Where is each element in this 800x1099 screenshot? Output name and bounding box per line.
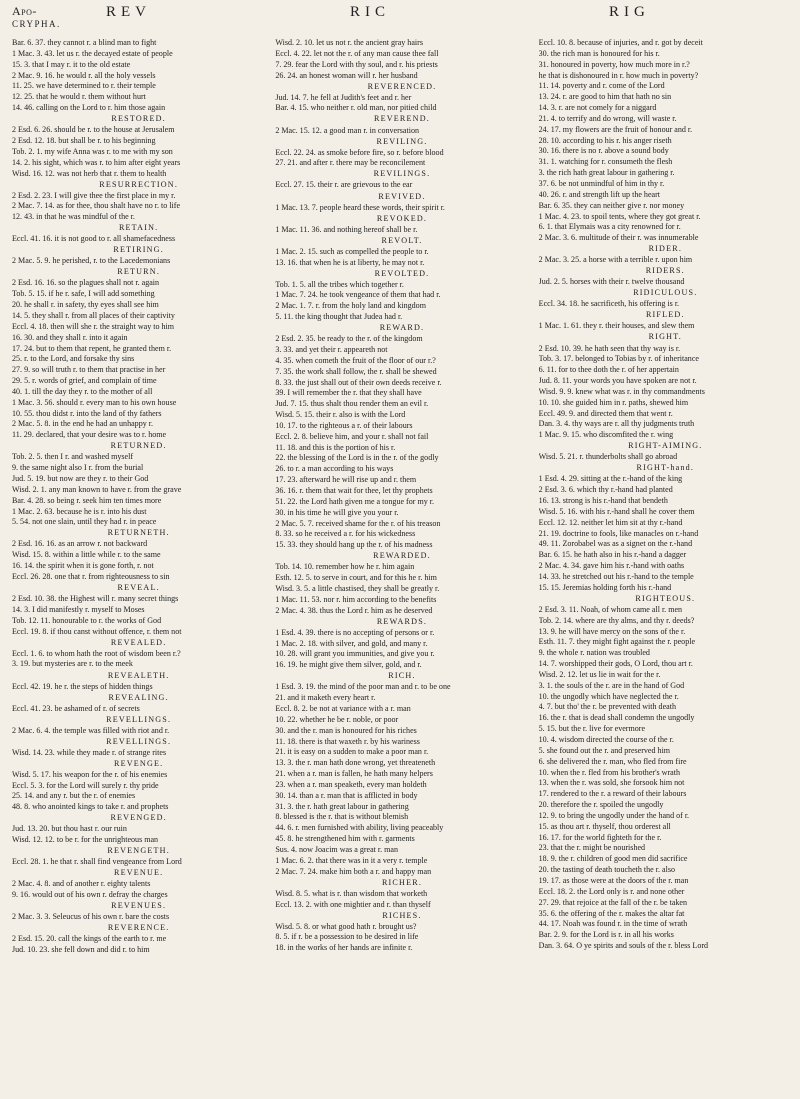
- concordance-line: 5. 15. but the r. live for evermore: [538, 724, 646, 734]
- concordance-line: 16. the r. that is dead shall condemn the ungodly: [538, 713, 695, 723]
- headword: REWARDED.: [373, 551, 431, 561]
- headword: RETIRING.: [113, 245, 164, 255]
- concordance-line: Tob. 1. 5. all the tribes which together r.: [275, 279, 404, 289]
- concordance-line: Jud. 7. 15. thus shalt thou render them an evil r.: [275, 399, 429, 409]
- concordance-line: Tob. 2. 1. my wife Anna was r. to me with my son: [12, 146, 173, 156]
- section-label-top: Apo-: [12, 4, 37, 18]
- concordance-line: Eccl. 19. 8. if thou canst without offence, r. them not: [12, 626, 182, 636]
- concordance-line: Eccl. 4. 18. then will she r. the straight way to him: [12, 321, 175, 331]
- headword: RIFLED.: [645, 310, 685, 320]
- concordance-line: 20. therefore the r. spoiled the ungodly: [538, 800, 664, 810]
- page-header: [12, 4, 788, 34]
- concordance-line: 10. 4. wisdom directed the course of the r.: [538, 735, 674, 744]
- headword: RIGHT-AIMING.: [628, 441, 703, 451]
- concordance-line: 39. I will remember the r. that they shall have: [275, 388, 422, 398]
- concordance-line: 10. 55. thou didst r. into the land of thy fathers: [12, 408, 162, 418]
- concordance-line: 44. 6. r. men furnished with ability, living peaceably: [275, 823, 444, 833]
- concordance-line: 25. r. to the Lord, and forsake thy sins: [12, 354, 135, 364]
- headword: RIGHT-hand.: [636, 463, 695, 473]
- concordance-line: Jud. 13. 20. but thou hast r. our ruin: [12, 824, 127, 834]
- concordance-line: 17. 23. afterward he will rise up and r. them: [275, 475, 417, 485]
- concordance-line: 1 Mac. 3. 43. let us r. the decayed estate of people: [12, 48, 173, 58]
- concordance-line: 8. 33. the just shall out of their own deeds receive r.: [275, 377, 442, 387]
- header-guide-word-left: REV: [106, 4, 151, 20]
- headword: REVEALED.: [110, 637, 167, 647]
- concordance-line: 27. 21. and after r. there may be reconcilement: [275, 158, 426, 168]
- headword: REVERENCED.: [367, 81, 437, 91]
- headword: RICHER.: [381, 877, 423, 887]
- concordance-line: 13. 3. the r. man hath done wrong, yet threateneth: [275, 758, 436, 768]
- concordance-line: 2 Mac. 1. 7. r. from the holy land and kingdom: [275, 301, 426, 311]
- concordance-line: 14. 5. they shall r. from all places of their captivity: [12, 310, 175, 320]
- concordance-line: 7. 29. fear the Lord with thy soul, and r. his priests: [275, 59, 438, 69]
- concordance-line: 45. 8. he strengthened him with r. garments: [275, 834, 415, 844]
- concordance-line: Jud. 10. 23. she fell down and did r. to him: [12, 945, 150, 955]
- headword: REVELLINGS.: [106, 736, 172, 746]
- entry-columns: [12, 38, 792, 1097]
- headword: REVIVED.: [378, 191, 426, 201]
- concordance-line: Bar. 6. 15. he hath also in his r.-hand a dagger: [538, 550, 687, 560]
- headword: RETAIN.: [118, 223, 159, 233]
- headword: RIDICULOUS.: [633, 288, 698, 298]
- headword: RIDERS.: [645, 266, 685, 276]
- concordance-line: Eccl. 22. 24. as smoke before fire, so r. before blood: [275, 147, 444, 157]
- concordance-line: 36. 16. r. them that wait for thee, let thy prophets: [275, 485, 433, 495]
- concordance-line: 2 Mac. 3. 6. multitude of their r. was innumerable: [538, 233, 699, 243]
- concordance-line: 3. 33. and yet their r. appeareth not: [275, 345, 388, 354]
- concordance-line: 37. 6. be not unmindful of him in thy r.: [538, 178, 665, 188]
- concordance-line: Eccl. 1. 6. to whom hath the root of wisdom been r.?: [12, 648, 181, 658]
- concordance-line: Eccl. 27. 15. their r. are grievous to the ear: [275, 180, 413, 190]
- headword: REVEREND.: [373, 114, 430, 124]
- headword: REWARDS.: [376, 616, 428, 626]
- headword: REVOLT.: [381, 235, 423, 245]
- concordance-line: 27. 29. that rejoice at the fall of the r. be taken: [538, 897, 688, 907]
- concordance-line: he that is dishonoured in r. how much in poverty?: [538, 70, 699, 80]
- concordance-line: 1 Mac. 11. 36. and nothing hereof shall be r.: [275, 224, 418, 234]
- concordance-line: 2 Mac. 5. 8. in the end he had an unhappy r.: [12, 419, 154, 429]
- headword: REVILING.: [376, 136, 428, 146]
- concordance-line: 2 Mac. 6. 4. the temple was filled with riot and r.: [12, 725, 170, 735]
- concordance-line: 2 Esd. 2. 35. be ready to the r. of the kingdom: [275, 334, 423, 344]
- concordance-line: Tob. 2. 5. then I r. and washed myself: [12, 452, 134, 462]
- concordance-line: Eccl. 26. 28. one that r. from righteousness to sin: [12, 571, 170, 581]
- concordance-line: 14. 2. his sight, which was r. to him after eight years: [12, 157, 181, 167]
- concordance-line: 24. 17. my flowers are the fruit of honour and r.: [538, 124, 693, 134]
- concordance-line: 2 Esd. 15. 20. call the kings of the earth to r. me: [12, 934, 167, 944]
- concordance-line: 14. 33. he stretched out his r.-hand to the temple: [538, 571, 694, 581]
- concordance-line: 14. 46. calling on the Lord to r. him those again: [12, 103, 166, 113]
- concordance-line: 27. 9. so will truth r. to them that practise in her: [12, 365, 166, 375]
- concordance-line: 40. 26. r. and strength lift up the heart: [538, 189, 661, 199]
- concordance-line: 2 Mac. 3. 25. a horse with a terrible r. upon him: [538, 255, 693, 265]
- concordance-line: Tob. 12. 11. honourable to r. the works of God: [12, 615, 162, 625]
- headword: RIDER.: [648, 244, 683, 254]
- concordance-line: 2 Esd. 10. 38. the Highest will r. many secret things: [12, 594, 179, 604]
- concordance-line: 8. 33. so he received a r. for his wickedness: [275, 529, 416, 539]
- concordance-line: Wisd. 5. 21. r. thunderbolts shall go abroad: [538, 452, 678, 462]
- concordance-line: 15. as thou art r. thyself, thou orderest all: [538, 821, 671, 831]
- concordance-line: 1 Mac. 3. 56. should r. every man to his own house: [12, 397, 177, 407]
- concordance-line: 14. 7. worshipped their gods, O Lord, thou art r.: [538, 659, 693, 669]
- concordance-line: 2 Esd. 12. 18. but shall be r. to his beginning: [12, 135, 156, 145]
- headword: REVELLINGS.: [106, 714, 172, 724]
- concordance-line: Jud. 5. 19. but now are they r. to their God: [12, 474, 149, 483]
- headword: RETURN.: [117, 267, 161, 277]
- concordance-line: Tob. 5. 15. if he r. safe, I will add something: [12, 289, 155, 299]
- concordance-line: Tob. 2. 14. where are thy alms, and thy r. deeds?: [538, 615, 695, 625]
- concordance-line: 1 Mac. 2. 63. because he is r. into his dust: [12, 506, 147, 516]
- concordance-line: 21. and it maketh every heart r.: [275, 693, 376, 703]
- concordance-line: 15. 33. they should hang up the r. of his madness: [275, 540, 433, 550]
- concordance-line: 12. 25. that he would r. them without hurt: [12, 92, 146, 102]
- concordance-line: 14. 3. I did manifestly r. myself to Moses: [12, 604, 145, 614]
- concordance-line: 16. 17. for the world fighteth for the r.: [538, 832, 662, 842]
- concordance-line: 28. 10. according to his r. his anger riseth: [538, 135, 672, 145]
- concordance-line: 9. the whole r. nation was troubled: [538, 648, 650, 658]
- concordance-line: 3. 19. but mysteries are r. to the meek: [12, 659, 133, 669]
- concordance-line: 23. when a r. man speaketh, every man holdeth: [275, 779, 427, 789]
- concordance-line: 18. 9. the r. children of good men did sacrifice: [538, 854, 688, 864]
- concordance-line: 2 Mac. 4. 38. thus the Lord r. him as he deserved: [275, 605, 433, 615]
- concordance-line: 17. rendered to the r. a reward of their labours: [538, 789, 687, 799]
- concordance-line: 2 Esd. 6. 26. should be r. to the house at Jerusalem: [12, 125, 175, 135]
- concordance-line: Bar. 6. 35. they can neither give r. nor money: [538, 200, 685, 210]
- concordance-line: 13. 24. r. are good to him that hath no sin: [538, 92, 672, 102]
- header-guide-word-right: RIG: [609, 4, 650, 20]
- concordance-line: Wisd. 2. 12. let us lie in wait for the r.: [538, 669, 661, 679]
- headword: REVEAL.: [117, 583, 160, 592]
- concordance-line: 2 Mac. 7. 14. as for thee, thou shalt have no r. to life: [12, 201, 181, 211]
- concordance-line: 11. 14. poverty and r. come of the Lord: [538, 81, 665, 91]
- concordance-line: Eccl. 34. 18. he sacrificeth, his offering is r.: [538, 299, 680, 309]
- concordance-line: 25. 14. and any r. but the r. of enemies: [12, 791, 136, 801]
- concordance-line: 18. in the works of her hands are infinite r.: [275, 943, 413, 953]
- concordance-line: 2 Mac. 5. 9. he perished, r. to the Lacedemonians: [12, 256, 171, 266]
- entry-column-middle: [275, 38, 528, 1097]
- concordance-line: 10. 17. to the righteous a r. of their labours: [275, 420, 413, 430]
- concordance-line: 13. 16. that when he is at liberty, he may not r.: [275, 257, 425, 267]
- concordance-line: 31. 3. the r. hath great labour in gathering: [275, 801, 409, 811]
- concordance-line: 14. 3. r. are not comely for a niggard: [538, 103, 657, 113]
- concordance-line: 1 Esd. 3. 19. the mind of the poor man and r. to be one: [275, 682, 451, 692]
- concordance-line: 48. 8. who anointed kings to take r. and prophets: [12, 802, 169, 812]
- concordance-line: Eccl. 41. 16. it is not good to r. all shamefacedness: [12, 234, 176, 244]
- concordance-line: 4. 7. but tho' the r. be prevented with death: [538, 702, 676, 712]
- concordance-line: Eccl. 2. 8. believe him, and your r. shall not fail: [275, 431, 429, 441]
- concordance-line: 21. it is easy on a sudden to make a poor man r.: [275, 747, 429, 757]
- concordance-line: Wisd. 2. 1. any man known to have r. from the grave: [12, 484, 182, 494]
- concordance-line: Esth. 12. 5. to serve in court, and for this he r. him: [275, 573, 437, 583]
- concordance-line: 44. 17. Noah was found r. in the time of wrath: [538, 919, 688, 929]
- concordance-line: 12. 43. in that he was mindful of the r.: [12, 212, 135, 222]
- headword: RESTORED.: [111, 114, 166, 124]
- concordance-line: 9. the same night also I r. from the burial: [12, 463, 144, 473]
- concordance-line: 10. the ungodly which have neglected the r.: [538, 691, 679, 701]
- concordance-line: 2 Esd. 16. 16. as an arrow r. not backward: [12, 539, 148, 549]
- concordance-line: 30. the rich man is honoured for his r.: [538, 48, 660, 58]
- concordance-line: 22. the blessing of the Lord is in the r. of the godly: [275, 453, 439, 463]
- concordance-line: Eccl. 49. 9. and directed them that went r.: [538, 408, 673, 418]
- concordance-line: 30. 16. there is no r. above a sound body: [538, 146, 669, 156]
- concordance-line: 26. to r. a man according to his ways: [275, 464, 394, 474]
- headword: REVOKED.: [376, 213, 428, 223]
- concordance-line: Wisd. 16. 12. was not herb that r. them to health: [12, 168, 167, 178]
- concordance-line: 17. 24. but to them that repent, he granted them r.: [12, 343, 172, 353]
- concordance-line: 15. 3. that I may r. it to the old estate: [12, 59, 131, 69]
- concordance-line: 31. 1. watching for r. consumeth the flesh: [538, 157, 673, 167]
- concordance-line: 3. the rich hath great labour in gathering r.: [538, 168, 675, 178]
- concordance-line: 2 Mac. 4. 34. gave him his r.-hand with oaths: [538, 561, 685, 571]
- headword: REVEALING.: [108, 692, 169, 702]
- concordance-line: 35. 6. the offering of the r. makes the altar fat: [538, 908, 685, 918]
- concordance-line: 3. 1. the souls of the r. are in the hand of God: [538, 680, 685, 690]
- concordance-line: Dan. 3. 64. O ye spirits and souls of the r. bless Lord: [538, 941, 709, 951]
- concordance-line: 11. 18. there is that waxeth r. by his wariness: [275, 736, 420, 746]
- headword: REVENGED.: [110, 813, 167, 823]
- header-guide-word-center: RIC: [350, 4, 391, 20]
- concordance-line: 1 Mac. 6. 2. that there was in it a very r. temple: [275, 855, 428, 865]
- concordance-line: Bar. 4. 28. so being r. seek him ten times more: [12, 495, 162, 505]
- concordance-line: 21. 4. to terrify and do wrong, will waste r.: [538, 113, 677, 123]
- concordance-line: 1 Mac. 4. 23. to spoil tents, where they got great r.: [538, 211, 701, 221]
- concordance-line: Wisd. 8. 5. what is r. than wisdom that worketh: [275, 888, 428, 898]
- concordance-line: Eccl. 13. 2. with one mightier and r. than thyself: [275, 899, 431, 909]
- concordance-line: Bar. 6. 37. they cannot r. a blind man to fight: [12, 38, 157, 47]
- concordance-line: 7. 35. the work shall follow, the r. shall be shewed: [275, 366, 437, 376]
- concordance-line: 30. and the r. man is honoured for his riches: [275, 725, 417, 735]
- concordance-line: Wisd. 12. 12. to be r. for the unrighteous man: [12, 835, 159, 845]
- concordance-line: 21. when a r. man is fallen, he hath many helpers: [275, 769, 433, 779]
- headword: RICHES.: [382, 910, 422, 920]
- concordance-line: 13. when the r. was sold, she forsook him not: [538, 778, 685, 788]
- concordance-line: 31. honoured in poverty, how much more in r.?: [538, 59, 690, 69]
- concordance-line: 10. when the r. fled from his brother's wrath: [538, 767, 680, 777]
- concordance-line: 15. 15. Jeremias holding forth his r.-hand: [538, 582, 672, 592]
- concordance-line: Bar. 4. 15. who neither r. old man, nor pitied child: [275, 103, 437, 113]
- concordance-line: 2 Mac. 7. 24. make him both a r. and happy man: [275, 866, 432, 876]
- concordance-line: 20. the tasting of death toucheth the r. also: [538, 865, 675, 875]
- concordance-line: 23. that the r. might be nourished: [538, 843, 646, 853]
- concordance-line: 19. 17. as those were at the doors of the r. man: [538, 875, 689, 885]
- concordance-line: Wisd. 15. 8. within a little while r. to the same: [12, 550, 161, 560]
- concordance-line: 11. 29. declared, that your desire was to r. home: [12, 430, 167, 440]
- concordance-line: 20. he shall r. in safety, thy eyes shall see him: [12, 300, 159, 310]
- concordance-line: 1 Esd. 4. 39. there is no accepting of persons or r.: [275, 627, 435, 637]
- concordance-line: 2 Esd. 2. 23. I will give thee the first place in my r.: [12, 190, 176, 200]
- concordance-line: 6. 11. for to thee doth the r. of her appertain: [538, 365, 679, 375]
- concordance-line: 16. 19. he might give them silver, gold, and r.: [275, 660, 422, 670]
- section-label: [12, 4, 61, 29]
- concordance-line: Bar. 2. 9. for the Lord is r. in all his works: [538, 930, 674, 940]
- concordance-line: 51. 22. the Lord hath given me a tongue for my r.: [275, 496, 434, 506]
- concordance-line: 8. blessed is the r. that is without blemish: [275, 812, 409, 822]
- concordance-line: 16. 13. strong is his r.-hand that bendeth: [538, 496, 668, 506]
- concordance-line: 2 Mac. 9. 16. he would r. all the holy vessels: [12, 70, 156, 80]
- concordance-line: Eccl. 42. 19. he r. the steps of hidden things: [12, 681, 153, 691]
- concordance-line: 2 Esd. 3. 11. Noah, of whom came all r. men: [538, 604, 683, 614]
- concordance-line: Eccl. 28. 1. he that r. shall find vengeance from Lord: [12, 857, 182, 867]
- concordance-line: 26. 24. an honest woman will r. her husband: [275, 70, 418, 80]
- concordance-line: Eccl. 12. 12. neither let him sit at thy r.-hand: [538, 517, 683, 527]
- headword: RETURNETH.: [107, 528, 170, 538]
- concordance-line: Tob. 3. 17. belonged to Tobias by r. of inheritance: [538, 354, 699, 364]
- concordance-line: 5. 11. the king thought that Judea had r.: [275, 312, 403, 322]
- concordance-line: Wisd. 3. 5. a little chastised, they shall be greatly r.: [275, 583, 440, 593]
- concordance-line: 16. 30. and they shall r. into it again: [12, 332, 128, 342]
- concordance-line: Wisd. 5. 8. or what good hath r. brought us?: [275, 921, 417, 931]
- headword: REVERENCE.: [107, 923, 170, 933]
- concordance-line: 29. 5. r. words of grief, and complain of time: [12, 376, 157, 386]
- concordance-line: 6. 1. that Elymais was a city renowned for r.: [538, 222, 681, 232]
- headword: RIGHT.: [648, 332, 682, 342]
- entry-column-left: [12, 38, 265, 1097]
- concordance-line: 13. 9. he will have mercy on the sons of the r.: [538, 626, 686, 636]
- concordance-line: 10. 28. will grant you immunities, and give you r.: [275, 649, 435, 659]
- concordance-line: Dan. 3. 4. thy ways are r. all thy judgments truth: [538, 419, 695, 429]
- concordance-line: 4. 35. when cometh the fruit of the floor of our r.?: [275, 355, 436, 365]
- concordance-line: Wisd. 2. 10. let us not r. the ancient gray hairs: [275, 38, 423, 47]
- concordance-line: 5. 54. not one slain, until they had r. in peace: [12, 517, 157, 527]
- concordance-line: 1 Mac. 13. 7. people heard these words, their spirit r.: [275, 202, 445, 212]
- headword: RETURNED.: [110, 441, 167, 451]
- concordance-line: Jud. 2. 5. horses with their r. twelve thousand: [538, 277, 685, 287]
- concordance-line: Wisd. 5. 16. with his r.-hand shall he cover them: [538, 506, 695, 516]
- headword: REVEALETH.: [107, 670, 170, 680]
- concordance-line: Wisd. 5. 17. his weapon for the r. of his enemies: [12, 769, 168, 779]
- concordance-line: 2 Mac. 4. 8. and of another r. eighty talents: [12, 879, 151, 889]
- concordance-line: 2 Mac. 5. 7. received shame for the r. of his treason: [275, 518, 441, 528]
- concordance-line: Wisd. 14. 23. while they made r. of strange rites: [12, 747, 167, 757]
- concordance-line: 10. 22. whether he be r. noble, or poor: [275, 714, 399, 724]
- section-label-sub: CRYPHA.: [12, 19, 61, 29]
- concordance-line: 8. 5. if r. be a possession to be desired in life: [275, 932, 419, 942]
- concordance-line: Jud. 14. 7. he fell at Judith's feet and r. her: [275, 92, 412, 102]
- concordance-line: 1 Mac. 9. 15. who discomfited the r. wing: [538, 430, 674, 440]
- concordance-line: Eccl. 18. 2. the Lord only is r. and none other: [538, 886, 685, 896]
- concordance-line: 21. 19. doctrine to fools, like manacles on r.-hand: [538, 528, 699, 538]
- concordance-line: 2 Esd. 10. 39. he hath seen that thy way is r.: [538, 343, 681, 353]
- concordance-line: 2 Esd. 3. 6. which thy r.-hand had planted: [538, 485, 673, 495]
- headword: RESURRECTION.: [99, 179, 179, 189]
- concordance-line: 9. 16. would out of his own r. defray the charges: [12, 890, 168, 900]
- headword: RICH.: [388, 671, 416, 681]
- concordance-line: 1 Mac. 2. 18. with silver, and gold, and many r.: [275, 638, 428, 648]
- headword: REVENGE.: [113, 758, 164, 768]
- concordance-line: 16. 14. the spirit when it is gone forth, r. not: [12, 561, 154, 571]
- concordance-line: Sus. 4. now Joacim was a great r. man: [275, 844, 399, 854]
- concordance-line: Eccl. 8. 2. be not at variance with a r. man: [275, 703, 411, 713]
- concordance-line: 30. 14. than a r. man that is afflicted in body: [275, 790, 418, 800]
- concordance-line: 11. 18. and this is the portion of his r.: [275, 442, 396, 452]
- concordance-line: 2 Mac. 3. 3. Seleucus of his own r. bare the costs: [12, 912, 170, 922]
- concordance-line: 30. in his time he will give you your r.: [275, 507, 399, 517]
- concordance-line: 1 Mac. 11. 53. nor r. him according to the benefits: [275, 594, 437, 604]
- concordance-line: Eccl. 5. 3. for the Lord will surely r. thy pride: [12, 780, 159, 790]
- concordance-line: Jud. 8. 11. your words you have spoken are not r.: [538, 376, 697, 386]
- headword: RIGHTEOUS.: [635, 593, 696, 603]
- concordance-line: Esth. 11. 7. they might fight against the r. people: [538, 637, 696, 647]
- concordance-line: 1 Mac. 2. 15. such as compelled the people to r.: [275, 246, 429, 256]
- concordance-line: Eccl. 10. 8. because of injuries, and r. got by deceit: [538, 38, 703, 47]
- concordance-line: 6. she delivered the r. man, who fled from fire: [538, 756, 687, 766]
- concordance-line: 11. 25. we have determined to r. their temple: [12, 81, 156, 91]
- concordance-line: 49. 11. Zorobabel was as a signet on the r.-hand: [538, 539, 693, 549]
- concordance-line: 1 Esd. 4. 29. sitting at the r.-hand of the king: [538, 474, 683, 484]
- concordance-line: 10. 10. she guided him in r. paths, shewed him: [538, 397, 689, 407]
- concordance-line: 40. 1. till the day they r. to the mother of all: [12, 386, 153, 396]
- concordance-line: Eccl. 4. 22. let not the r. of any man cause thee fall: [275, 48, 439, 58]
- concordance-line: Wisd. 9. 9. knew what was r. in thy commandments: [538, 386, 705, 396]
- concordance-line: 2 Esd. 16. 16. so the plagues shall not r. again: [12, 278, 160, 288]
- headword: REVILINGS.: [373, 169, 431, 179]
- concordance-line: Wisd. 5. 15. their r. also is with the Lord: [275, 410, 406, 420]
- headword: REVENGETH.: [107, 846, 170, 856]
- concordance-line: 12. 9. to bring the ungodly under the hand of r.: [538, 810, 690, 820]
- concordance-line: 1 Mac. 1. 61. they r. their houses, and slew them: [538, 321, 695, 331]
- headword: REVOLTED.: [374, 268, 430, 278]
- entry-column-right: [539, 38, 792, 1097]
- headword: REVENUES.: [111, 901, 167, 911]
- concordance-line: 2 Mac. 15. 12. a good man r. in conversation: [275, 125, 420, 135]
- concordance-line: 1 Mac. 7. 24. he took vengeance of them that had r.: [275, 290, 441, 300]
- headword: REVENUE.: [113, 868, 164, 878]
- concordance-line: Tob. 14. 10. remember how he r. him again: [275, 562, 415, 572]
- concordance-line: 5. she found out the r. and preserved him: [538, 745, 671, 755]
- headword: REWARD.: [379, 323, 425, 333]
- concordance-line: Eccl. 41. 23. be ashamed of r. of secrets: [12, 703, 140, 713]
